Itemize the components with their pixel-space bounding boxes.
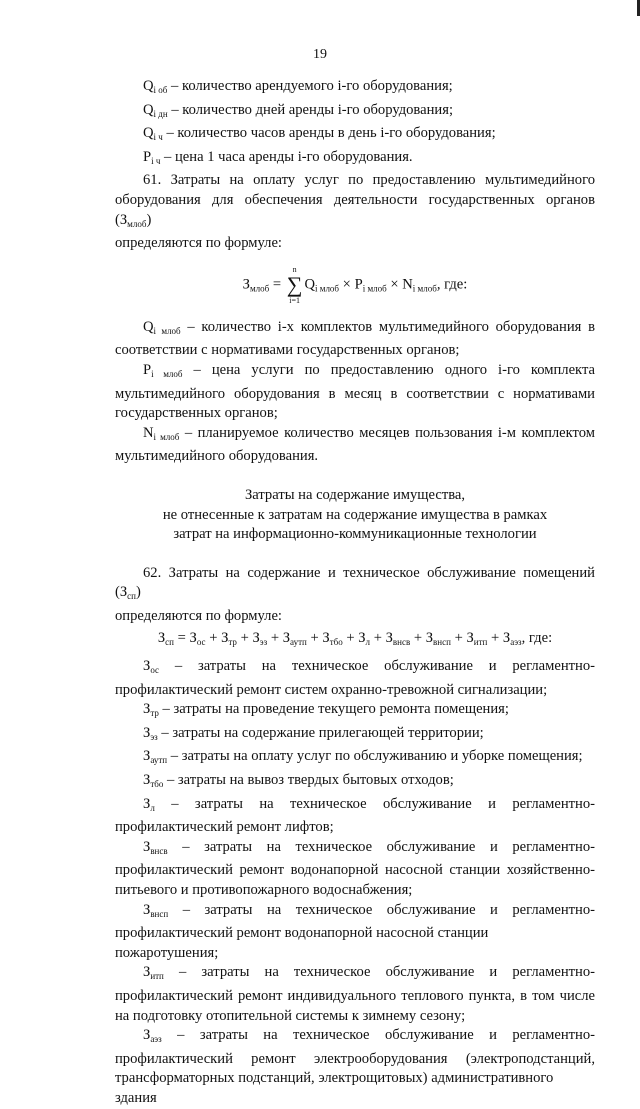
subscript: сп [165, 637, 174, 648]
subscript: тбо [150, 779, 164, 790]
formula-operator: = [269, 276, 285, 293]
definition-symbol: З [143, 901, 151, 918]
paragraph-62-line-1 [115, 564, 595, 607]
subscript: итп [473, 637, 488, 648]
subscript: i дн [153, 108, 168, 119]
definition-symbol: З [143, 964, 151, 981]
formula-operator: + [342, 630, 359, 647]
definition-symbol: З [143, 772, 151, 789]
definition-text: – затраты на вывоз твердых бытовых отходов; [163, 772, 454, 789]
definition-text: мультимедийного оборудования в месяц в соответствии с нормативами [115, 385, 595, 402]
definition-text: – затраты на техническое обслуживание и регламентно- [154, 795, 595, 812]
formula-operator: + [267, 630, 283, 647]
definition-symbol: Q [143, 78, 154, 94]
definition-line [115, 881, 595, 901]
definition-text: государственных органов; [115, 405, 278, 422]
formula-symbol: N [402, 276, 413, 293]
subscript: тр [150, 708, 159, 719]
definition-item [115, 901, 595, 964]
definitions-list-top [115, 77, 595, 171]
definition-line [115, 447, 595, 467]
definition-line [115, 148, 595, 172]
definition-text: профилактический ремонт электрооборудования (электроподстанций, [115, 1050, 595, 1067]
subscript: аутп [290, 637, 307, 648]
definition-item [115, 361, 595, 424]
definition-text: – затраты на техническое обслуживание и регламентно- [163, 964, 595, 981]
formula-symbol: З [242, 276, 250, 293]
definition-line [115, 1007, 595, 1027]
formula-operator: + [205, 630, 222, 647]
definition-symbol: З [143, 838, 151, 855]
definition-line [115, 318, 595, 342]
definition-line [115, 404, 595, 424]
paragraph-61-line-2 [115, 191, 595, 234]
paragraph-61-line-3: определяются по формуле: [115, 235, 282, 252]
subscript: i млоб [153, 325, 181, 336]
formula-operator: + [410, 630, 426, 647]
definition-line [115, 818, 595, 838]
definition-line [115, 795, 595, 819]
definition-text: – затраты на техническое обслуживание и регламентно- [161, 1027, 595, 1044]
definition-text: – количество i-х комплектов мультимедийного оборудования в [180, 318, 595, 335]
subscript: итп [150, 971, 164, 982]
document-body [115, 77, 595, 1109]
definition-text: соответствии с нормативами государственных органов; [115, 342, 460, 359]
definition-symbol: Q [143, 101, 154, 118]
formula-symbol: З [189, 630, 197, 647]
definition-item [115, 318, 595, 361]
formula-tail: , где: [436, 276, 468, 293]
definition-text: – количество дней аренды i-го оборудования; [167, 101, 453, 118]
definition-line [115, 901, 595, 925]
definitions-list-61 [115, 318, 595, 467]
definition-text: питьевого и противопожарного водоснабжения; [115, 882, 413, 898]
definition-text: на подготовку отопительной системы к зимнему сезону; [115, 1007, 466, 1024]
definition-line [115, 101, 595, 125]
definition-line [115, 657, 595, 681]
sum-lower-limit: i=1 [289, 295, 300, 305]
definition-line [115, 361, 595, 385]
definition-line [115, 861, 595, 881]
heading-line: затрат на информационно-коммуникационные технологии [173, 526, 537, 543]
definition-symbol: N [143, 424, 154, 441]
definition-item [115, 724, 595, 748]
definition-item [115, 424, 595, 467]
definition-symbol: З [143, 1027, 151, 1044]
formula-operator: + [306, 630, 323, 647]
definition-line [115, 747, 595, 771]
definition-symbol: Q [143, 318, 154, 335]
formula-operator: × [339, 276, 355, 293]
subscript: i ч [153, 132, 163, 143]
formula-operator: = [173, 630, 190, 647]
subscript: i млоб [153, 431, 180, 442]
subscript: i млоб [151, 368, 183, 379]
heading-line: не отнесенные к затратам на содержание имущества в рамках [162, 506, 548, 523]
subscript: млоб [127, 218, 147, 229]
formula-operator: + [450, 630, 467, 647]
definition-text: – планируемое количество месяцев пользования i-м комплектом [179, 424, 595, 441]
paragraph-62 [115, 564, 595, 627]
definition-line [115, 924, 595, 963]
sigma-glyph: ∑ [286, 271, 303, 297]
definition-text: – цена услуги по предоставлению одного i-го комплекта [182, 361, 595, 378]
heading-line: Затраты на содержание имущества, [244, 486, 466, 503]
sum-upper-limit: n [292, 264, 297, 274]
paragraph-62-text: 62. Затраты на содержание и техническое обслуживание помещений (З [115, 564, 595, 601]
definition-text: профилактический ремонт лифтов; [115, 819, 334, 836]
definition-symbol: Q [143, 125, 154, 142]
definition-text: – цена 1 часа аренды i-го оборудования. [160, 148, 413, 165]
definition-line [115, 424, 595, 448]
definition-line [115, 1026, 595, 1050]
formula-symbol: З [221, 630, 229, 647]
subscript: сп [127, 591, 136, 602]
definition-text: – затраты на техническое обслуживание и регламентно- [168, 901, 595, 918]
definition-item [115, 657, 595, 700]
paragraph-61-text: ) [146, 211, 152, 228]
definition-line [115, 77, 595, 101]
definition-line [115, 987, 595, 1007]
definition-text: – затраты на содержание прилегающей территории; [157, 724, 484, 741]
definition-text: – затраты на проведение текущего ремонта помещения; [158, 701, 509, 718]
subscript: ос [150, 665, 160, 676]
definition-item [115, 700, 595, 724]
definition-text: – затраты на техническое обслуживание и регламентно- [167, 838, 595, 855]
paragraph-61-line-1: 61. Затраты на оплату услуг по предоставлению мультимедийного [143, 172, 595, 189]
subscript: л [150, 802, 155, 813]
definitions-list-62 [115, 657, 595, 1108]
subscript: внсп [433, 637, 451, 648]
subscript: млоб [249, 283, 270, 294]
definition-symbol: З [143, 701, 151, 718]
subscript: внсв [150, 845, 168, 856]
definition-text: – количество арендуемого i-го оборудования; [167, 78, 453, 94]
definition-text: – количество часов аренды в день i-го оборудования; [162, 125, 496, 142]
subscript: эз [259, 637, 268, 648]
definition-text: профилактический ремонт водонапорной насосной станции хозяйственно- [115, 862, 595, 879]
subscript: i ч [151, 155, 161, 166]
definition-text: – затраты на техническое обслуживание и регламентно- [159, 658, 595, 675]
definition-item [115, 795, 595, 838]
definition-text: профилактический ремонт систем охранно-тревожной сигнализации; [115, 681, 548, 698]
definition-text: профилактический ремонт водонапорной насосной станции пожаротушения; [115, 925, 489, 961]
subscript: аэз [510, 637, 522, 648]
definition-item [115, 1026, 595, 1108]
definition-symbol: З [143, 658, 151, 675]
definition-text: – затраты на оплату услуг по обслуживанию и уборке помещения; [167, 748, 583, 765]
definition-symbol: З [143, 795, 151, 812]
formula-62 [115, 629, 595, 653]
subscript: i об [153, 85, 168, 95]
definition-symbol: P [143, 148, 152, 165]
definition-line [115, 1050, 595, 1070]
definition-line [115, 724, 595, 748]
definition-line [115, 700, 595, 724]
formula-symbol: З [385, 630, 393, 647]
definition-text: трансформаторных подстанций, электрощитовых) административного здания [115, 1070, 554, 1106]
section-heading [115, 486, 595, 545]
formula-symbol: З [502, 630, 511, 647]
subscript: тбо [329, 637, 343, 648]
paragraph-62-text: ) [135, 584, 141, 601]
paragraph-61 [115, 171, 595, 253]
definition-item [115, 838, 595, 901]
subscript: л [365, 637, 371, 648]
definition-item [115, 747, 595, 771]
formula-operator: × [386, 276, 403, 293]
subscript: ос [196, 637, 206, 648]
definition-line [115, 838, 595, 862]
definition-text: профилактический ремонт индивидуального теплового пункта, в том числе [115, 987, 595, 1004]
paragraph-61-text: оборудования для обеспечения деятельности государственных органов (З [115, 191, 595, 228]
subscript: i млоб [362, 283, 387, 294]
subscript: внсв [392, 637, 411, 648]
subscript: эз [150, 731, 158, 742]
subscript: i млоб [412, 283, 437, 294]
formula-symbol: З [358, 630, 366, 647]
page-number: 19 [313, 47, 327, 62]
subscript: i млоб [315, 283, 340, 294]
formula-symbol: З [282, 630, 291, 647]
subscript: аутп [150, 755, 168, 766]
definition-symbol: P [143, 361, 152, 378]
definition-text: мультимедийного оборудования. [115, 448, 319, 465]
formula-operator: + [370, 630, 386, 647]
formula-symbol: Q [304, 276, 315, 293]
formula-symbol: P [354, 276, 363, 293]
subscript: внсп [150, 908, 169, 919]
formula-symbol: З [466, 630, 474, 647]
definition-item [115, 963, 595, 1026]
formula-operator: + [236, 630, 253, 647]
definition-line [115, 1069, 595, 1108]
definition-line [115, 963, 595, 987]
paragraph-62-line-2: определяются по формуле: [115, 607, 282, 624]
subscript: тр [228, 637, 237, 648]
formula-61 [115, 264, 595, 306]
summation-sign [287, 264, 303, 306]
definition-line [115, 124, 595, 148]
formula-symbol: З [425, 630, 434, 647]
subscript: аэз [150, 1034, 162, 1045]
formula-operator: + [487, 630, 503, 647]
definition-item [115, 771, 595, 795]
definition-line [115, 771, 595, 795]
definition-symbol: З [143, 748, 151, 765]
definition-line [115, 681, 595, 701]
formula-operator: , где: [521, 630, 553, 647]
definition-line [115, 385, 595, 405]
definition-symbol: З [143, 724, 151, 741]
formula-symbol: З [157, 630, 166, 647]
formula-symbol: З [322, 630, 330, 647]
definition-line [115, 341, 595, 361]
formula-symbol: З [252, 630, 260, 647]
